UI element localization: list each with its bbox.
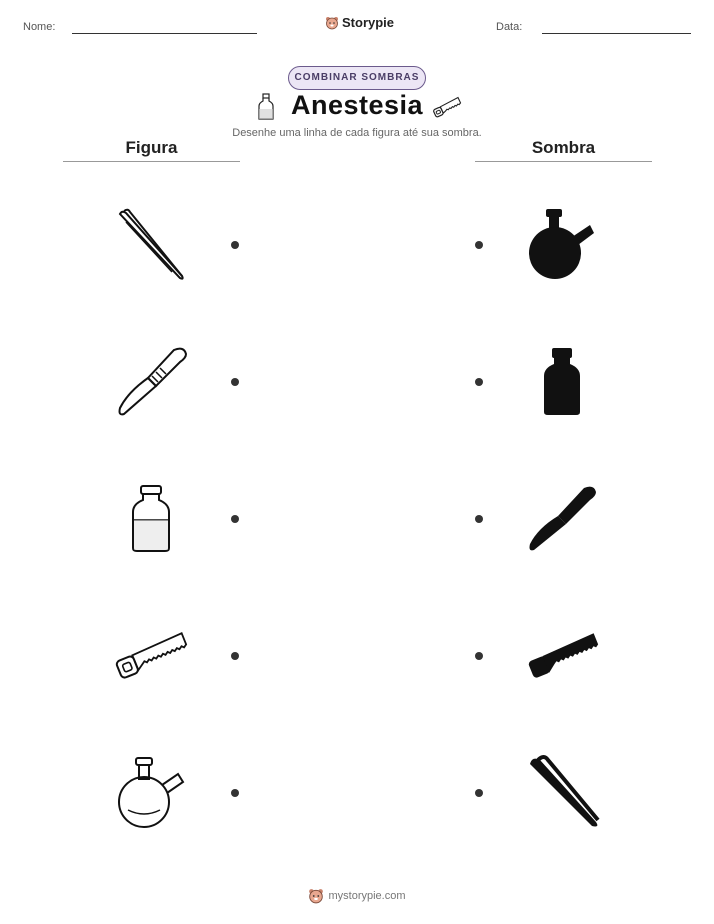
match-dot-figure-3[interactable]	[231, 515, 239, 523]
match-dot-shadow-2[interactable]	[475, 378, 483, 386]
bone-saw-icon	[114, 628, 190, 684]
date-field[interactable]	[542, 33, 691, 34]
match-dot-shadow-5[interactable]	[475, 789, 483, 797]
round-flask-icon	[116, 756, 188, 830]
bear-logo-icon	[325, 16, 339, 30]
name-field[interactable]	[72, 33, 257, 34]
column-underline-right	[475, 161, 652, 162]
match-dot-shadow-1[interactable]	[475, 241, 483, 249]
brand-name: Storypie	[342, 15, 395, 30]
match-dot-figure-1[interactable]	[231, 241, 239, 249]
scalpel-icon	[114, 346, 190, 420]
medicine-bottle-shadow-icon	[540, 346, 584, 416]
tweezers-shadow-icon	[526, 756, 602, 830]
brand-logo	[325, 15, 394, 30]
footer	[0, 888, 714, 904]
date-label: Data:	[496, 21, 523, 33]
bear-footer-icon	[308, 888, 324, 904]
round-flask-shadow-icon	[526, 207, 598, 283]
medicine-bottle-icon	[130, 484, 172, 554]
column-underline-left	[63, 161, 240, 162]
footer-url[interactable]: mystorypie.com	[328, 890, 406, 902]
name-label: Nome:	[23, 21, 56, 33]
tweezers-icon	[112, 206, 192, 284]
title-saw-icon	[432, 96, 462, 118]
column-heading-shadow: Sombra	[531, 138, 596, 157]
match-dot-figure-5[interactable]	[231, 789, 239, 797]
activity-badge: COMBINAR SOMBRAS	[288, 66, 426, 90]
match-dot-shadow-3[interactable]	[475, 515, 483, 523]
match-dot-shadow-4[interactable]	[475, 652, 483, 660]
scalpel-shadow-icon	[526, 484, 600, 556]
match-dot-figure-4[interactable]	[231, 652, 239, 660]
page-title: Anestesia	[290, 90, 424, 120]
column-heading-figure: Figura	[125, 138, 178, 157]
instructions: Desenhe uma linha de cada figura até sua sombra.	[232, 127, 482, 139]
match-dot-figure-2[interactable]	[231, 378, 239, 386]
bone-saw-shadow-icon	[526, 628, 602, 684]
